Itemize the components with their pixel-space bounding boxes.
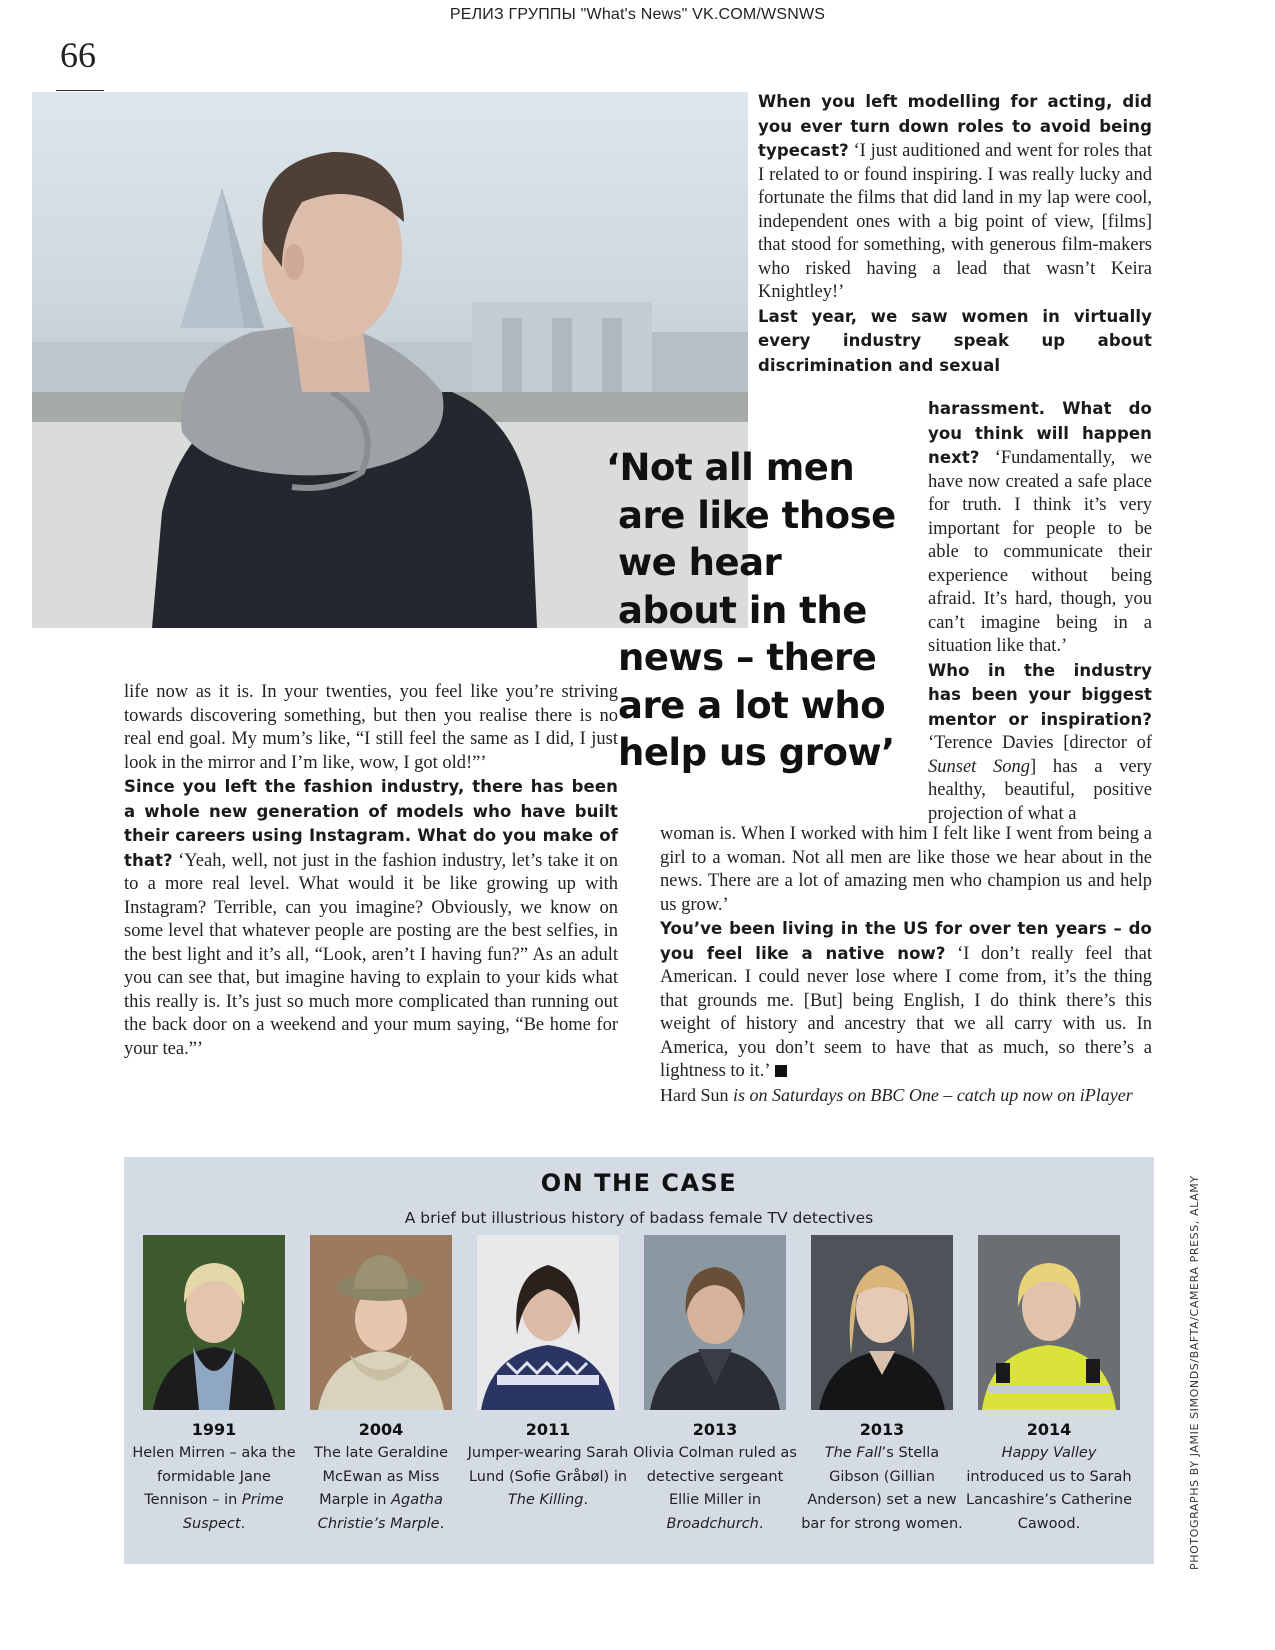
pull-quote-line: are a lot who bbox=[618, 683, 886, 727]
show-title: Hard Sun bbox=[660, 1085, 729, 1105]
card-year: 1991 bbox=[191, 1420, 237, 1439]
card-caption bbox=[130, 1442, 298, 1536]
caption-show: Broadchurch bbox=[666, 1515, 759, 1532]
card-year: 2014 bbox=[1026, 1420, 1072, 1439]
article-column-right-top bbox=[758, 90, 1152, 378]
caption-end: . bbox=[583, 1492, 589, 1508]
caption-text: Olivia Colman ruled as detective sergeant Ellie Miller in bbox=[633, 1445, 797, 1508]
pull-quote-line: we hear bbox=[618, 541, 782, 584]
card-year: 2013 bbox=[859, 1420, 905, 1439]
question-us-native: You’ve been living in the US for over ten years – do you feel like a native now? bbox=[660, 919, 1152, 963]
detective-card bbox=[798, 1235, 966, 1536]
on-the-case-box bbox=[124, 1157, 1154, 1564]
card-caption bbox=[631, 1442, 799, 1536]
pull-quote-line: ‘Not all men bbox=[606, 446, 855, 489]
caption-text: The late Geraldine McEwan as Miss Marple in bbox=[313, 1445, 449, 1508]
caption-show: The Killing bbox=[507, 1492, 584, 1508]
card-year: 2011 bbox=[525, 1420, 571, 1439]
box-title: ON THE CASE bbox=[540, 1169, 738, 1197]
detective-photo bbox=[644, 1235, 786, 1410]
card-caption bbox=[464, 1442, 632, 1513]
detective-card bbox=[130, 1235, 298, 1536]
card-year: 2004 bbox=[358, 1420, 404, 1439]
caption-end: . bbox=[240, 1515, 246, 1532]
detective-photo bbox=[310, 1235, 452, 1410]
article-column-left bbox=[124, 681, 618, 1061]
page-number: 66 bbox=[60, 35, 96, 75]
detective-card bbox=[297, 1235, 465, 1536]
card-caption bbox=[965, 1442, 1133, 1536]
answer-us-native: ‘I don’t really feel that American. I could never lose where I come from, it’s the thing that grounds me. [But] being English, I do think there’s this weight of history and ancestry that we all carry with us. In America, you don’t seem to have that as much, so there’s a lightness to it.’ bbox=[660, 943, 1152, 1081]
detective-photo bbox=[143, 1235, 285, 1410]
pull-quote-line: news – there bbox=[618, 636, 877, 679]
card-year: 2013 bbox=[692, 1420, 738, 1439]
caption-show: Happy Valley bbox=[1001, 1445, 1097, 1461]
release-banner: РЕЛИЗ ГРУППЫ "What's News" VK.COM/WSNWS bbox=[449, 6, 826, 23]
caption-text: Helen Mirren – aka the formidable Jane Tennison – in bbox=[132, 1445, 296, 1508]
caption-text: Jumper-wearing Sarah Lund (Sofie Gråbøl) in bbox=[467, 1445, 629, 1485]
question-discrimination-part2: harassment. What do you think will happen next? bbox=[928, 399, 1152, 467]
article-column-narrow bbox=[928, 397, 1152, 826]
pull-quote bbox=[606, 444, 906, 777]
show-schedule: is on Saturdays on BBC One – catch up now on iPlayer bbox=[728, 1085, 1133, 1105]
caption-show: Agatha Christie’s Marple bbox=[317, 1492, 443, 1532]
pull-quote-line: about in the bbox=[618, 588, 867, 632]
pull-quote-line: help us grow’ bbox=[618, 731, 895, 774]
show-credit bbox=[660, 1085, 1133, 1106]
answer-mentor-part1: ‘Terence Davies [director of bbox=[928, 733, 1152, 753]
box-subtitle: A brief but illustrious history of badass female TV detectives bbox=[404, 1209, 874, 1227]
caption-show: The Fall bbox=[824, 1445, 882, 1461]
question-instagram: Since you left the fashion industry, there has been a whole new generation of models who have built their careers using Instagram. What do you make of that? bbox=[124, 777, 618, 870]
card-caption bbox=[798, 1442, 966, 1536]
answer-discrimination: ‘Fundamentally, we have now created a safe place for truth. I think it’s very important for people to be able to communicate their experience without being afraid. It’s hard, though, you can’t imagine being in a situation like that.’ bbox=[928, 448, 1152, 656]
end-mark-icon bbox=[775, 1065, 787, 1077]
article-column-right-bottom bbox=[660, 823, 1152, 1084]
answer-mentor-part2: ] has a very healthy, beautiful, positive projection of what a bbox=[928, 756, 1152, 824]
detective-card bbox=[965, 1235, 1133, 1536]
detective-card bbox=[464, 1235, 632, 1513]
answer-typecast: ‘I just auditioned and went for roles that I related to or found inspiring. I was really lucky and fortunate the films that did land in my lap were cool, independent ones with a big point of view, [films] that stood for something, with generous film-makers who risked having a lead that wasn’t Keira Knightley!’ bbox=[758, 141, 1152, 302]
card-caption bbox=[297, 1442, 465, 1536]
detective-card bbox=[631, 1235, 799, 1536]
answer-mentor-part3: woman is. When I worked with him I felt like I went from being a girl to a woman. Not all men are like those we hear about in the news. There are a lot of amazing men who champion us and help us grow.’ bbox=[660, 824, 1152, 915]
photo-credit: PHOTOGRAPHS BY JAMIE SIMONDS/BAFTA/CAMERA PRESS, ALAMY bbox=[1188, 1175, 1201, 1570]
detective-photo bbox=[811, 1235, 953, 1410]
caption-end: . bbox=[439, 1515, 445, 1532]
detective-photo bbox=[978, 1235, 1120, 1410]
caption-text: ’s Stella Gibson (Gillian Anderson) set a new bar for strong women. bbox=[801, 1445, 963, 1532]
film-title: Sunset Song bbox=[928, 756, 1030, 777]
detective-photo bbox=[477, 1235, 619, 1410]
question-discrimination-part1: Last year, we saw women in virtually every industry speak up about discrimination and sexual bbox=[758, 306, 1152, 375]
intro-text: life now as it is. In your twenties, you feel like you’re striving towards discovering something, but then you realise there is no real end goal. My mum’s like, “I still feel the same as I did, I just look in the mirror and I’m like, wow, I got old!”’ bbox=[124, 682, 618, 773]
answer-instagram: ‘Yeah, well, not just in the fashion industry, let’s take it on to a more real level. What would it be like growing up with Instagram? Terrible, can you imagine? Obviously, we know on some level that whatever people are posting are the best selfies, in the best light and it’s all, “Look, aren’t I having fun?” As an adult you can see that, but imagine having to explain to your kids what this really is. It’s just so much more complicated than running out the back door on a weekend and your mum saying, “Be home for your tea.”’ bbox=[124, 850, 618, 1059]
caption-show: Prime Suspect bbox=[182, 1492, 284, 1532]
question-mentor: Who in the industry has been your biggest mentor or inspiration? bbox=[928, 660, 1152, 729]
page-number-rule bbox=[56, 90, 104, 91]
pull-quote-line: are like those bbox=[618, 493, 896, 537]
caption-text: introduced us to Sarah Lancashire’s Catherine Cawood. bbox=[965, 1468, 1133, 1532]
caption-end: . bbox=[758, 1515, 764, 1532]
question-typecast: When you left modelling for acting, did you ever turn down roles to avoid being typecast? bbox=[758, 92, 1152, 160]
